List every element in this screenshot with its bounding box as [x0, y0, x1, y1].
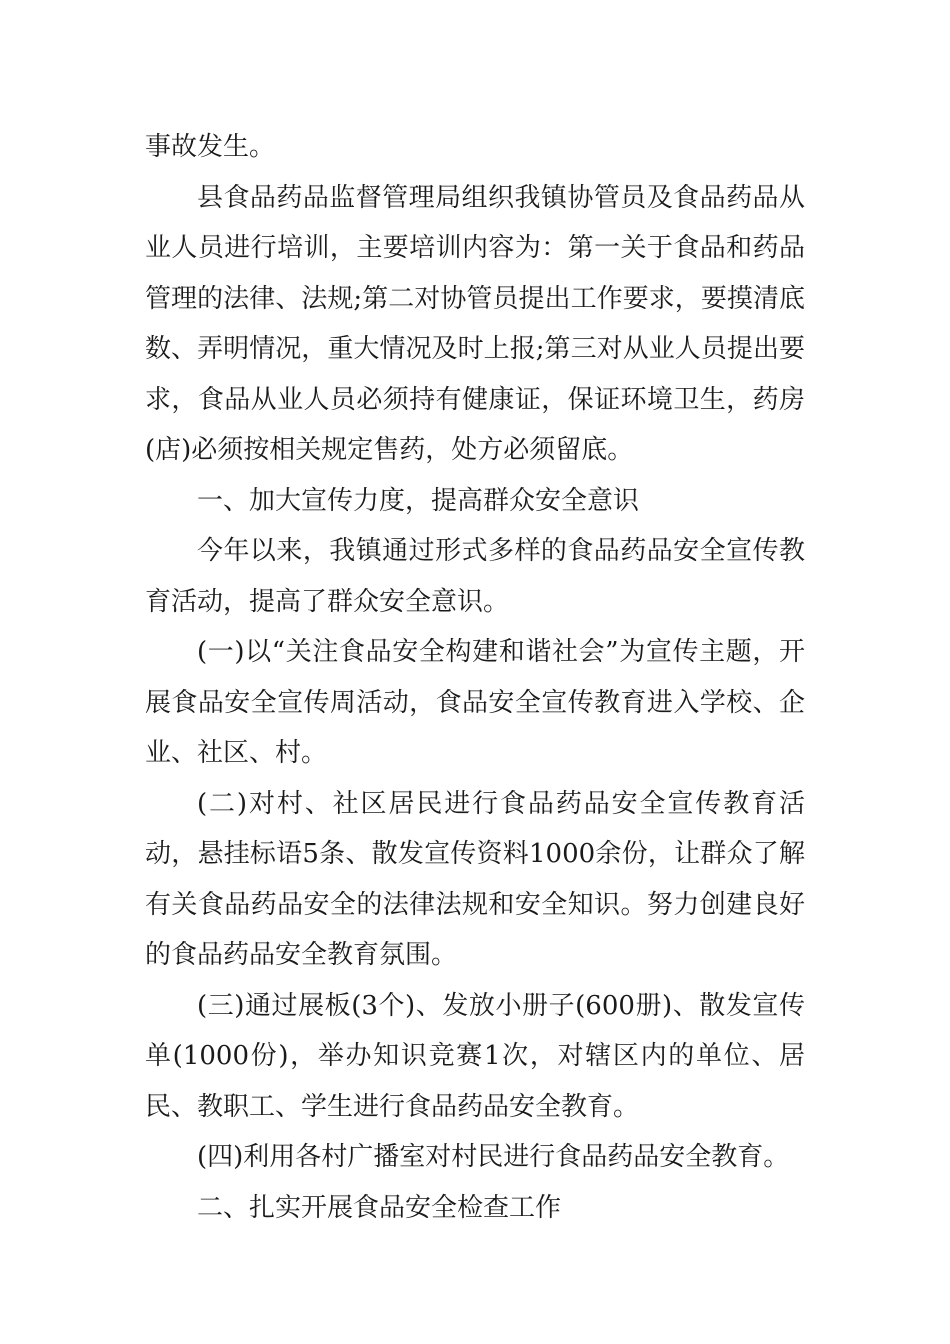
list-item-4: (四)利用各村广播室对村民进行食品药品安全教育。	[197, 1142, 790, 1172]
section-heading-publicity: 一、加大宣传力度，提高群众安全意识	[197, 485, 640, 516]
list-item-3: (三)通过展板(3个)、发放小册子(600册)、散发宣传单(1000份)，举办知识竞赛1次，对辖区内的单位、居民、教职工、学生进行食品药品安全教育。	[145, 990, 805, 1122]
paragraph-publicity-intro: 今年以来，我镇通过形式多样的食品药品安全宣传教育活动，提高了群众安全意识。	[145, 536, 805, 617]
list-item-1: (一)以“关注食品安全构建和谐社会”为宣传主题，开展食品安全宣传周活动，食品安全宣传教育进入学校、企业、社区、村。	[145, 637, 805, 768]
paragraph-accident-end: 事故发生。	[145, 132, 276, 162]
paragraph-training: 县食品药品监督管理局组织我镇协管员及食品药品从业人员进行培训，主要培训内容为：第一关于食品和药品管理的法律、法规;第二对协管员提出工作要求，要摸清底数、弄明情况，重大情况及时上报;第三对从业人员提出要求，食品从业人员必须持有健康证，保证环境卫生，药房(店)必须按相关规定售药，处方必须留底。	[145, 182, 805, 465]
list-item-2: (二)对村、社区居民进行食品药品安全宣传教育活动，悬挂标语5条、散发宣传资料1000余份，让群众了解有关食品药品安全的法律法规和安全知识。努力创建良好的食品药品安全教育氛围。	[145, 788, 805, 970]
section-heading-inspection: 二、扎实开展食品安全检查工作	[197, 1192, 562, 1223]
document-body	[145, 122, 805, 1233]
